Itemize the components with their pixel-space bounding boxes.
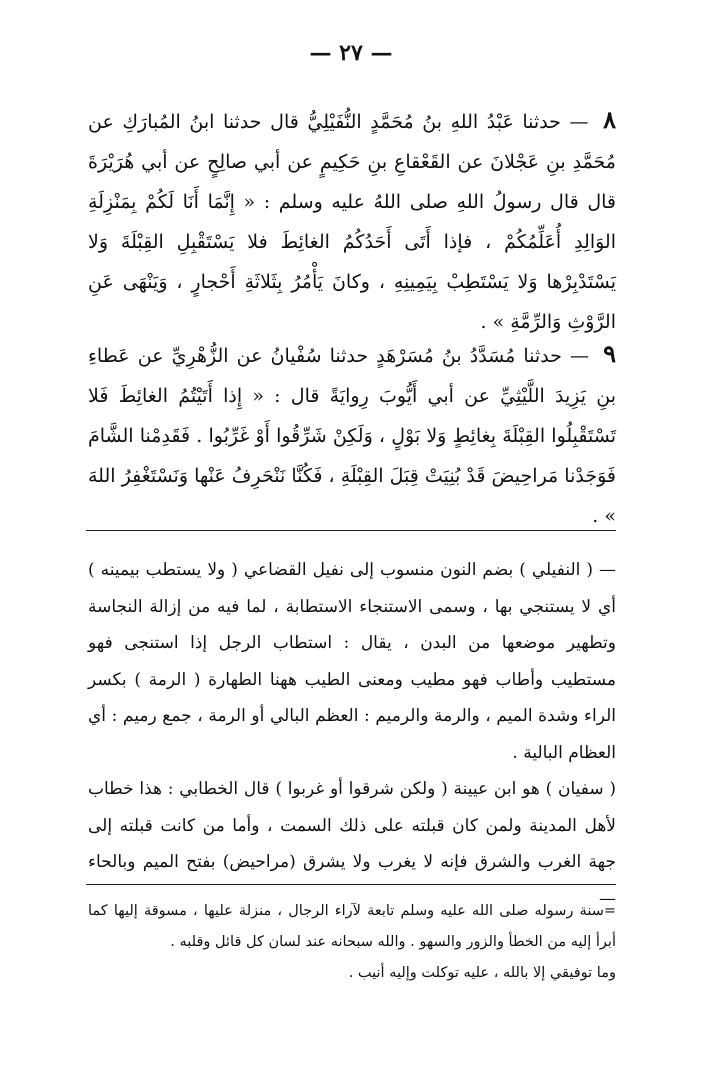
commentary-paragraph: ( سفيان ) هو ابن عيينة ( ولكن شرقوا أو غربوا ) قال الخطابي : هذا خطاب لأهل المدينة ولمن كان قبلته على ذلك السمت ، وأما من كانت قبلته إلى جهة الغرب والشرق فإنه لا يغرب ولا يشرق (مراحيض) بفتح الميم وبالحاء —	[88, 779, 616, 909]
hadith-number: ٩	[603, 339, 616, 368]
footnote-divider	[86, 884, 616, 885]
hadith-8	[88, 100, 616, 342]
hadith-number: ٨	[603, 105, 616, 134]
footnote-paragraph: وما توفيقي إلا بالله ، عليه توكلت وإليه أنيب .	[348, 965, 616, 981]
section-divider	[86, 530, 616, 531]
commentary	[88, 552, 616, 917]
hadith-9	[88, 334, 616, 536]
hadith-text: — حدثنا عَبْدُ اللهِ بنُ مُحَمَّدٍ النُّفَيْلِيُّ قال حدثنا ابنُ المُبارَكِ عن مُحَمَّدِ بنِ عَجْلانَ عن القَعْقاعِ بنِ حَكِيمٍ عن أبي صالِحٍ عن أبي هُرَيْرَةَ قال قال رسولُ اللهِ صلى اللهُ عليه وسلم : « إِنَّمَا أَنَا لَكُمْ بِمَنْزِلَةِ الوَالِدِ أُعَلِّمُكُمْ ، فإذا أَتَى أَحَدُكُمُ الغائِطَ فلا يَسْتَقْبِلِ القِبْلَةَ وَلا يَسْتَدْبِرْها وَلا يَسْتَطِبْ بِيَمِينِهِ ، وكانَ يَأْمُرُ بِثَلاثَةِ أَحْجارٍ ، وَيَنْهَى عَنِ الرَّوْثِ وَالرِّمَّةِ » .	[88, 111, 616, 333]
footnote	[88, 896, 616, 989]
footnote-paragraph: =سنة رسوله صلى الله عليه وسلم تابعة لآراء الرجال ، منزلة عليها ، مسوقة إليها كما أبرأ إليه من الخطأ والزور والسهو . والله سبحانه عند لسان كل قائل وقلبه .	[88, 903, 616, 950]
commentary-paragraph: — ( النفيلي ) بضم النون منسوب إلى نفيل القضاعي ( ولا يستطب بيمينه ) أي لا يستنجي بها ، وسمى الاستنجاء الاستطابة ، لما فيه من إزالة النجاسة وتطهير موضعها من البدن ، يقال : استطاب الرجل إذا استنجى فهو مستطيب وأطاب فهو مطيب ومعنى الطيب ههنا الطهارة ( الرمة ) بكسر الراء وشدة الميم ، والرمة والرميم : العظم البالي أو الرمة ، جمع رميم : أي العظام البالية .	[88, 560, 616, 763]
page-number: — ٢٧ —	[309, 40, 393, 66]
hadith-text: — حدثنا مُسَدَّدُ بنُ مُسَرْهَدٍ حدثنا سُفْيانُ عن الزُّهْرِيِّ عن عَطاءِ بنِ يَزِيدَ اللَّيْثِيِّ عن أبي أَيُّوبَ رِوايَةً قال : « إِذا أَتَيْتُمُ الغائِطَ فَلا تَسْتَقْبِلُوا القِبْلَةَ بِغائِطٍ وَلا بَوْلٍ ، وَلَكِنْ شَرِّقُوا أَوْ غَرِّبُوا . فَقَدِمْنا الشَّامَ فَوَجَدْنا مَراحِيضَ قَدْ بُنِيَتْ قِبَلَ القِبْلَةِ ، فَكُنَّا نَنْحَرِفُ عَنْها وَنَسْتَغْفِرُ اللهَ » .	[88, 345, 616, 527]
